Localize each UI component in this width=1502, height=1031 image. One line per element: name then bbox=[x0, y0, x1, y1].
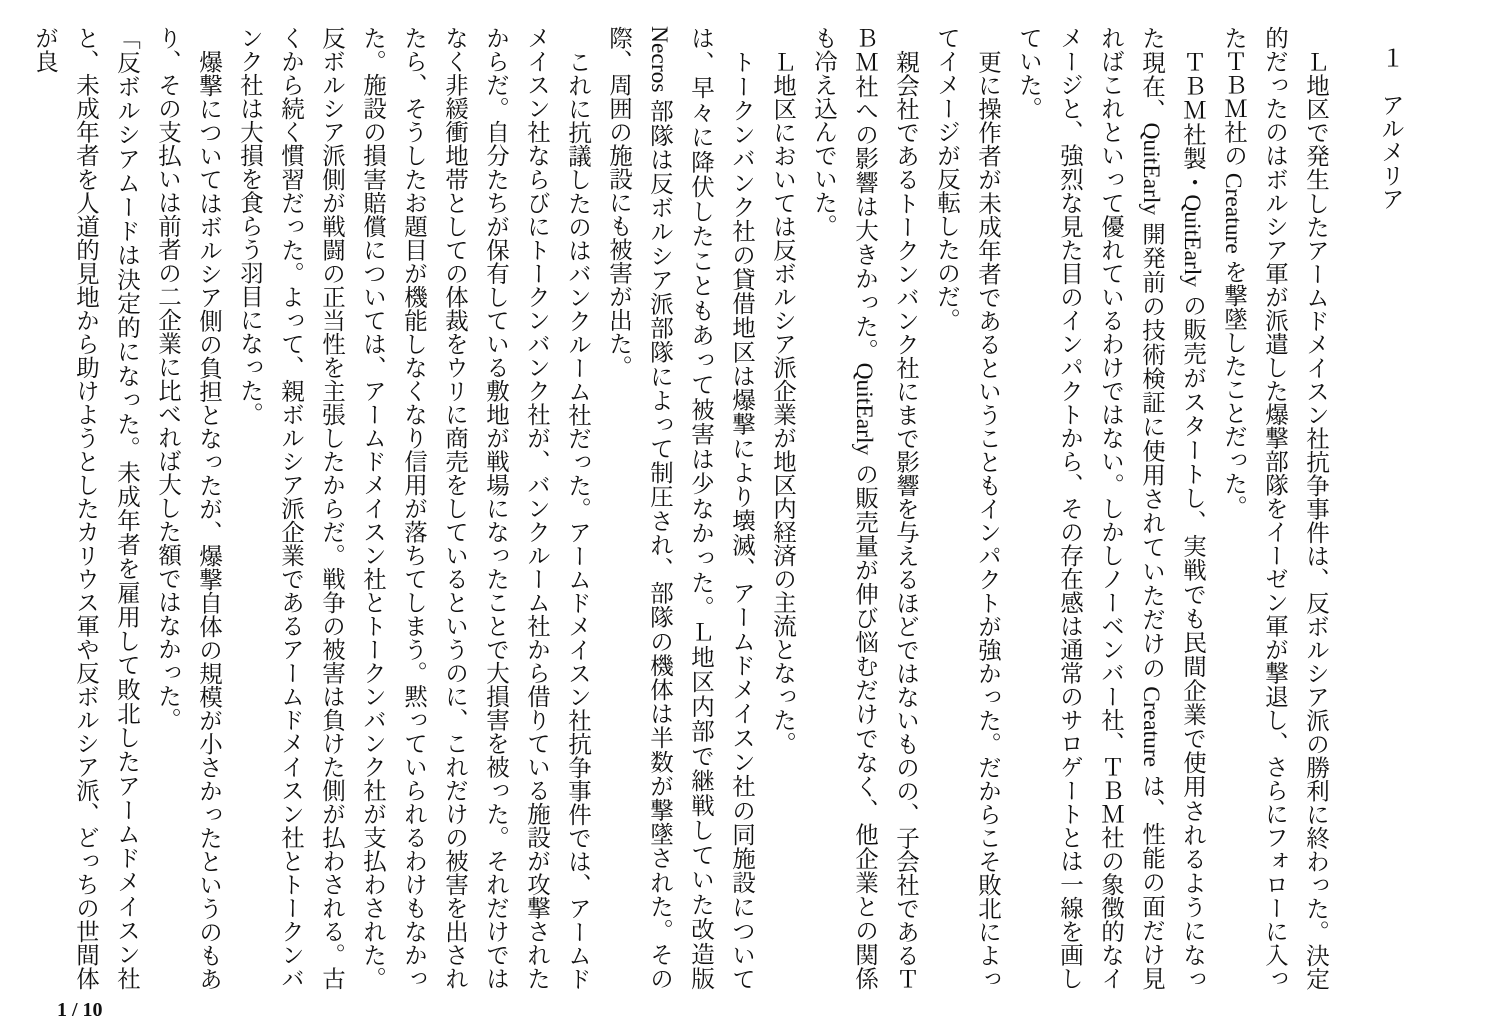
paragraph-4: 親会社であるトークンバンク社にまで影響を与えるほどではないものの、子会社であるＴＢＭ社への影響は大きかった。QuitEarly の販売量が伸び悩むだけでなく、他企業との関係も冷え込んでいた。 bbox=[810, 26, 918, 990]
page-number: 1 / 10 bbox=[57, 999, 103, 1021]
paragraph-2: ＴＢＭ社製・QuitEarly の販売がスタートし、実戦でも民間企業で使用されるようになった現在、QuitEarly 開発前の技術検証に使用されていただけの Creature は、性能の面だけ見ればこれといって優れているわけではない。しかしノーベンバー社、ＴＢＭ社の象徴的なイメージと、強烈な見た目のインパクトから、その存在感は通常のサロゲートとは一線を画していた。 bbox=[1015, 26, 1205, 991]
paragraph-6: トークンバンク社の貸借地区は爆撃により壊滅、アームドメイスン社の同施設については、早々に降伏したこともあって被害は少なかった。Ｌ地区内部で継戦していた改造版 Necros 部隊は反ボルシア派部隊によって制圧され、部隊の機体は半数が撃墜された。その際、周囲の施設にも被害が出た。 bbox=[605, 26, 754, 991]
vertical-text-area bbox=[23, 26, 1410, 990]
paragraph-9: 「反ボルシアムードは決定的になった。未成年者を雇用して敗北したアームドメイスン社と、未成年者を人道的見地から助けようとしたカリウス軍や反ボルシア派、どっちの世間体が良 bbox=[31, 26, 139, 990]
paragraph-5: Ｌ地区においては反ボルシア派企業が地区内経済の主流となった。 bbox=[769, 49, 795, 755]
paragraph-7: これに抗議したのはバンクルーム社だった。アームドメイスン社抗争事件では、アームドメイスン社ならびにトークンバンク社が、バンクルーム社から借りている施設が攻撃されたからだ。自分たちが保有している敷地が戦場になったことで大損害を被った。それだけではなく非緩衝地帯としての体裁をウリに商売をしているというのに、これだけの被害を出されたら、そうしたお題目が機能しなくなり信用が落ちてしまう。黙っていられるわけもなかった。施設の損害賠償については、アームドメイスン社とトークンバンク社が支払わされた。反ボルシア派側が戦闘の正当性を主張したからだ。戦争の被害は負けた側が払わされる。古くから続く慣習だった。よって、親ボルシア派企業であるアームドメイスン社とトークンバンク社は大損を食らう羽目になった。 bbox=[236, 26, 590, 991]
paragraph-8: 爆撃についてはボルシア側の負担となったが、爆撃自体の規模が小さかったというのもあり、その支払いは前者の二企業に比べれば大した額ではなかった。 bbox=[154, 26, 221, 990]
chapter-heading: １ アルメリア bbox=[1377, 45, 1403, 211]
paragraph-1: Ｌ地区で発生したアームドメイスン社抗争事件は、反ボルシア派の勝利に終わった。決定的だったのはボルシア軍が派遣した爆撃部隊をイーゼン軍が撃退し、さらにフォローに入ったＴＢＭ社の Creature を撃墜したことだった。 bbox=[1220, 26, 1328, 991]
paragraph-3: 更に操作者が未成年者であるということもインパクトが強かった。だからこそ敗北によってイメージが反転したのだ。 bbox=[933, 26, 1000, 990]
